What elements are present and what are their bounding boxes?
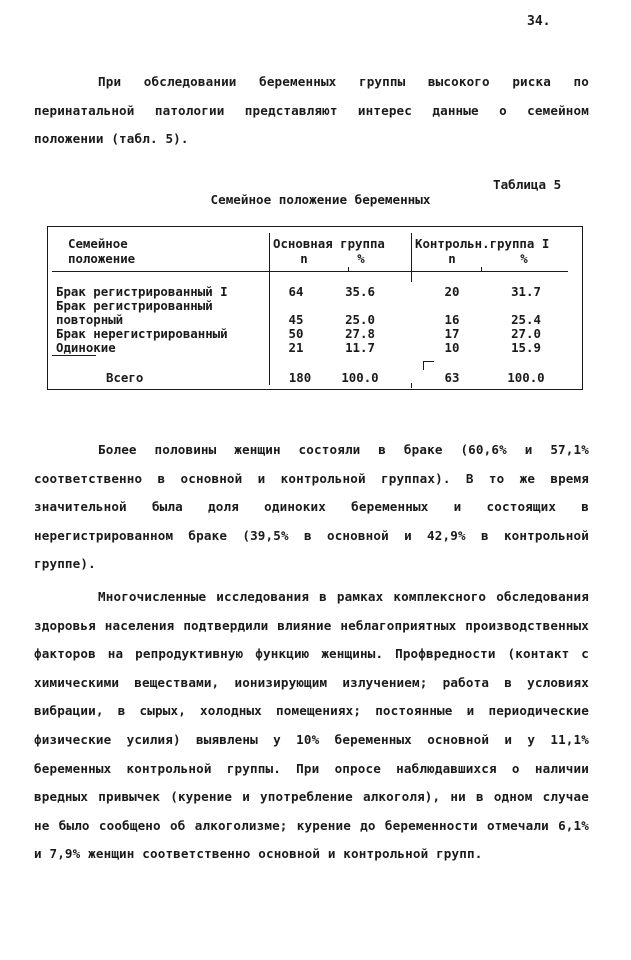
total-main-n: 180 xyxy=(288,370,312,385)
cell-main-n: 45 xyxy=(288,312,304,327)
table-rule-vertical-2 xyxy=(411,233,412,267)
cell-ctrl-pct: 27.0 xyxy=(511,326,541,341)
header-main-group: Основная группа xyxy=(273,236,385,251)
cell-ctrl-n: 17 xyxy=(444,326,460,341)
header-main-pct: % xyxy=(357,251,365,266)
table-tick-3 xyxy=(481,267,482,272)
cell-main-n: 21 xyxy=(288,340,304,355)
cell-main-n: 50 xyxy=(288,326,304,341)
header-ctrl-pct: % xyxy=(520,251,528,266)
cell-main-n: 64 xyxy=(288,284,304,299)
header-ctrl-n: n xyxy=(448,251,456,266)
total-main-pct: 100.0 xyxy=(341,370,379,385)
paragraph-occupational: Многочисленные исследования в рамках комплексного обследования здоровья населения подтвердили влияние неблагоприятных производственных факторов на репродуктивную функцию женщины. Профвредности (контакт с химическими веществами, ионизирующим излучением; работа в условиях вибрации, в сырых, холодных помещениях; постоянные и периодические физические усилия) выявлены у 10% беременных основной и у 11,1% беременных контрольной группы. При опросе наблюдавшихся о наличии вредных привычек (курение и употребление алкоголя), ни в одном случае не было сообщено об алкоголизме; курение до беременности отмечали 6,1% и 7,9% женщин соответственно основной и контрольной групп. xyxy=(34,589,589,862)
row-label: Одинокие xyxy=(56,340,116,355)
cell-main-pct: 25.0 xyxy=(345,312,375,327)
row-label: повторный xyxy=(56,312,124,327)
family-status-table xyxy=(47,226,583,390)
table-rule-total-mark xyxy=(423,361,434,362)
table-tick-bottom xyxy=(411,383,412,388)
header-status-line2: положение xyxy=(68,251,136,266)
cell-ctrl-n: 20 xyxy=(444,284,460,299)
cell-ctrl-pct: 15.9 xyxy=(511,340,541,355)
table-rule-vertical-1 xyxy=(269,233,270,385)
total-ctrl-n: 63 xyxy=(444,370,460,385)
table-rule-total-left xyxy=(52,355,96,356)
header-status-line1: Семейное xyxy=(68,236,128,251)
page-number: 34. xyxy=(527,14,551,29)
cell-ctrl-pct: 31.7 xyxy=(511,284,541,299)
cell-main-pct: 35.6 xyxy=(345,284,375,299)
cell-ctrl-pct: 25.4 xyxy=(511,312,541,327)
table-rule-total-mark-v xyxy=(423,361,424,370)
header-main-n: n xyxy=(300,251,308,266)
cell-main-pct: 11.7 xyxy=(345,340,375,355)
paragraph-marital: Более половины женщин состояли в браке (60,6% и 57,1% соответственно в основной и контрольной группах). В то же время значительной была доля одиноких беременных и состоящих в нерегистрированном браке (39,5% в основной и 42,9% в контрольной группе). xyxy=(34,442,589,572)
table-tick-2 xyxy=(411,267,412,282)
total-label: Всего xyxy=(106,370,144,385)
table-rule-header xyxy=(52,271,568,272)
row-label: Брак регистрированный xyxy=(56,298,213,313)
cell-main-pct: 27.8 xyxy=(345,326,375,341)
cell-ctrl-n: 16 xyxy=(444,312,460,327)
total-ctrl-pct: 100.0 xyxy=(507,370,545,385)
header-control-group: Контрольн.группа I xyxy=(415,236,550,251)
row-label: Брак регистрированный I xyxy=(56,284,228,299)
row-label: Брак нерегистрированный xyxy=(56,326,228,341)
table-label: Таблица 5 xyxy=(493,177,562,192)
table-caption: Семейное положение беременных xyxy=(210,192,431,207)
paragraph-intro: При обследовании беременных группы высокого риска по перинатальной патологии представляют интерес данные о семейном положении (табл. 5). xyxy=(34,74,589,147)
cell-ctrl-n: 10 xyxy=(444,340,460,355)
table-tick-1 xyxy=(348,267,349,272)
